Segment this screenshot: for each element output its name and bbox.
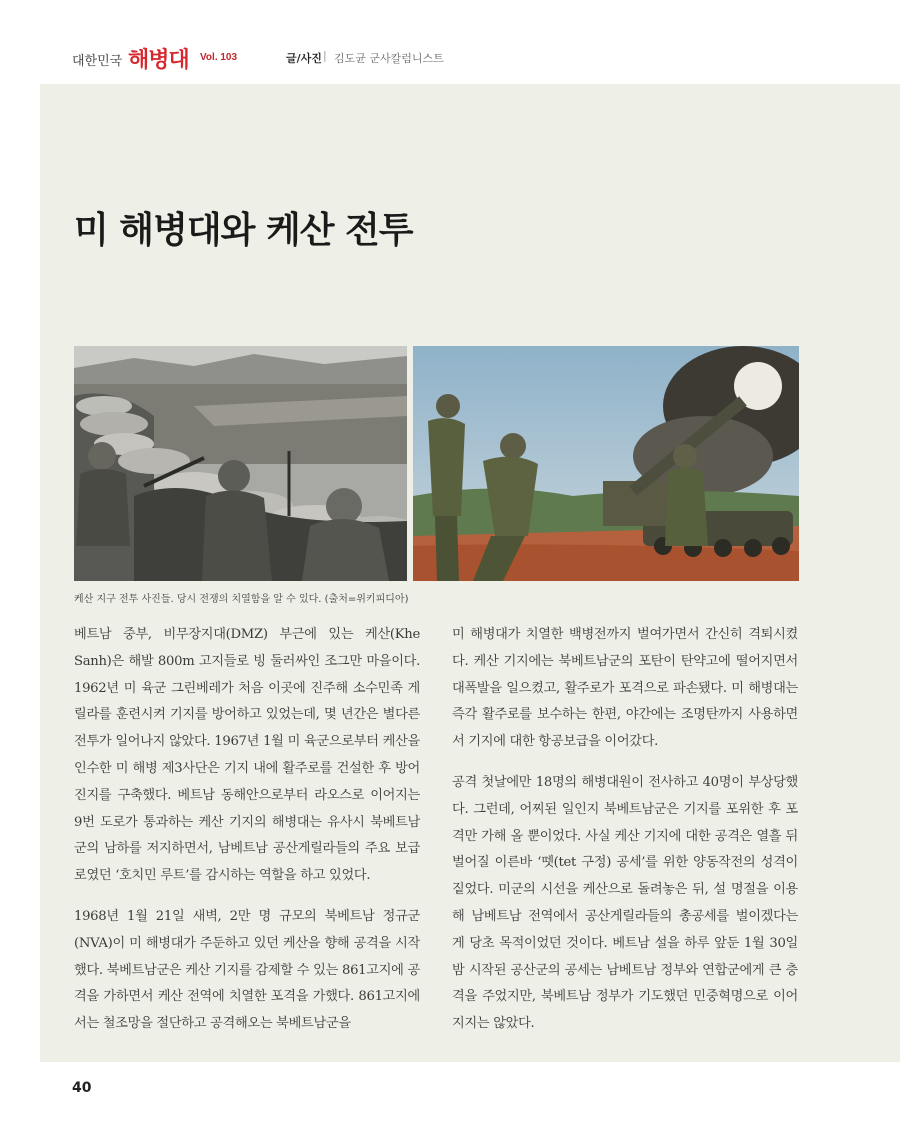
page-number: 40: [72, 1080, 92, 1096]
paragraph: 1968년 1월 21일 새벽, 2만 명 규모의 북베트남 정규군(NVA)이 미 해병대가 주둔하고 있던 케산을 향해 공격을 시작했다. 북베트남군은 케산 기지를 감제할 수 있는 861고지에 공격을 가하면서 케산 전역에 치열한 포격을 가했다. 861고지에서는 철조망을 절단하고 공격해오는 북베트남군을: [74, 908, 420, 1032]
photo-trench-soldiers: [74, 346, 407, 581]
author-credit: 김도균 군사칼럼니스트: [334, 52, 444, 65]
brand-logo: 해병대: [128, 48, 189, 73]
photo-artillery-crew: [413, 346, 799, 581]
paragraph: 미 해병대가 치열한 백병전까지 벌여가면서 간신히 격퇴시켰다. 케산 기지에는 북베트남군의 포탄이 탄약고에 떨어지면서 대폭발을 일으켰고, 활주로가 포격으로 파손됐다. 미 해병대는 즉각 활주로를 보수하는 한편, 야간에는 조명탄까지 사용하면서 기지에 대한 항공보급을 이어갔다.: [452, 627, 798, 750]
magazine-name: 대한민국: [72, 54, 123, 69]
credit-label: 글/사진: [286, 52, 322, 65]
body-column-right: [452, 622, 798, 1052]
article-title: 미 해병대와 케산 전투: [74, 210, 413, 251]
photo-caption: 케산 지구 전투 사진들. 당시 전쟁의 치열함을 알 수 있다. (출처=위키피디아): [74, 594, 409, 605]
credit-separator: |: [323, 49, 327, 62]
body-column-left: [74, 622, 420, 1052]
volume-number: Vol. 103: [200, 52, 238, 63]
page-header: [72, 44, 852, 72]
paragraph: 베트남 중부, 비무장지대(DMZ) 부근에 있는 케산(Khe Sanh)은 해발 800m 고지들로 빙 둘러싸인 조그만 마을이다. 1962년 미 육군 그린베레가 처음 이곳에 진주해 소수민족 게릴라를 훈련시켜 기지를 방어하고 있었는데, 몇 년간은 별다른 전투가 일어나지 않았다. 1967년 1월 미 육군으로부터 케산을 인수한 미 해병 제3사단은 기지 내에 활주로를 건설한 후 방어진지를 구축했다. 베트남 동해안으로부터 라오스로 이어지는 9번 도로가 통과하는 케산 기지의 해병대는 유사시 북베트남군의 남하를 저지하면서, 남베트남 공산게릴라들의 주요 보급로였던 ‘호치민 루트’를 감시하는 역할을 하고 있었다.: [74, 627, 420, 884]
paragraph: 공격 첫날에만 18명의 해병대원이 전사하고 40명이 부상당했다. 그런데, 어찌된 일인지 북베트남군은 기지를 포위한 후 포격만 가해 올 뿐이었다. 사실 케산 기지에 대한 공격은 열흘 뒤 벌어질 이른바 ‘뗏(tet 구정) 공세’를 위한 양동작전의 성격이 짙었다. 미군의 시선을 케산으로 돌려놓은 뒤, 설 명절을 이용해 남베트남 전역에서 공산게릴라들의 총공세를 벌이겠다는 게 당초 목적이었던 것이다. 베트남 설을 하루 앞둔 1월 30일 밤 시작된 공산군의 공세는 남베트남 정부와 연합군에게 큰 충격을 주었지만, 북베트남 정부가 기도했던 민중혁명으로 이어지지는 않았다.: [452, 774, 798, 1032]
